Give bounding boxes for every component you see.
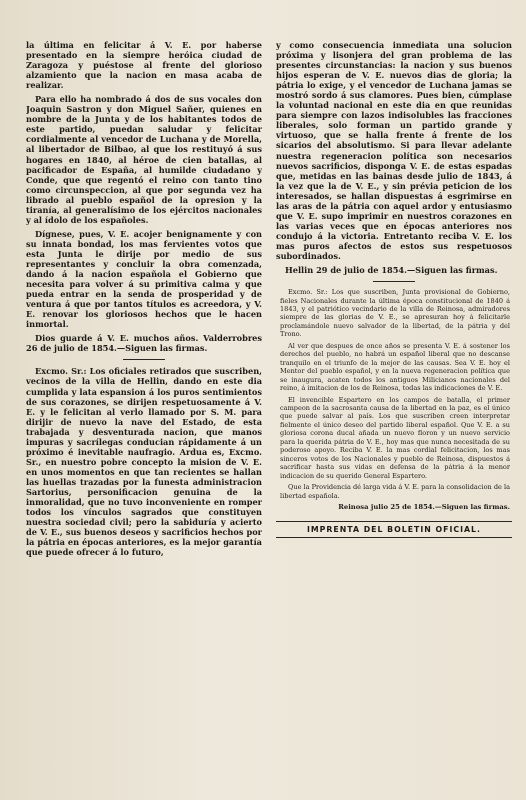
paragraph: Al ver que despues de once años se presenta V. E. á sostener los derechos del pueblo, no habrá un español liberal que no descanse tranquilo en el triunfo de la mejor de las causas. Sea V. E. hoy el Mentor del pueblo español, y en la nueva regeneracion política que se inaugura, acaten todos los antiguos Milicianos nacionales del reino, á imitacion de los de Reinosa, todas las indicaciones de V. E. xyxy=(280,341,510,393)
imprint-rule xyxy=(276,537,512,538)
imprint xyxy=(276,521,512,538)
paragraph: la última en felicitar á V. E. por haberse presentado en la siempre heróica ciudad de Zaragoza y puéstose al frente del glorioso alzamiento que la nacion en masa acaba de realizar. xyxy=(26,40,262,91)
paragraph: Excmo. Sr.: Los que suscriben, Junta provisional de Gobierno, fieles Nacionales durante la última época constitucional de 1840 á 1843, y el patriótico vecindario de la villa de Reinosa, admiradores siempre de las glorias de V. E., se apresuran hoy á felicitarle proclamándole nuevo salvador de la libertad, de la pátria y del Trono. xyxy=(280,288,510,339)
paragraph: Que la Providencia dé larga vida á V. E. para la consolidacion de la libertad española. xyxy=(280,483,510,500)
paragraph: El invencible Espartero en los campos de batalla, el primer campeon de la sacrosanta causa de la libertad en la paz, es el único que puede salvar al país. Los que suscriben creen interpretar fielmente el único deseo del partido liberal español. Que V. E. a su gloriosa corona ducal añada un nuevo floron y un nuevo servicio para la querida pátria de V. E., hoy mas que nunca necesitada de su poderoso apoyo. Reciba V. E. la mas cordial felicitacion, los mas sinceros votos de los Nacionales y pueblo de Reinosa, dispuestos á sacrificar hasta sus vidas en defensa de la pátria á la menor indicacion de su querido General Espartero. xyxy=(280,395,510,480)
imprint-text: IMPRENTA DEL BOLETIN OFICIAL. xyxy=(307,525,481,535)
paragraph: Dígnese, pues, V. E. acojer benignamente y con su innata bondad, los mas fervientes votos que esta Junta le dirije por medio de sus representantes y concluir la obra comenzada, dando á la nacion española el Gobierno que necesita para volver á su primitiva calma y que pueda entrar en la senda de prosperidad y de ventura á que por tantos títulos es acreedora, y V. E. renovar los gloriosos hechos que le hacen inmortal. xyxy=(26,228,262,330)
signature-line: Hellin 29 de julio de 1854.—Siguen las firmas. xyxy=(285,265,498,276)
two-column-layout xyxy=(26,40,512,782)
paragraph: y como consecuencia inmediata una solucion próxima y lisonjera del gran problema de las presentes circunstancias: la nacion y sus buenos hijos esperan de V. E. nuevos dias de gloria; la pátria lo exige, y el vencedor de Luchana jamas se mostró sordo á sus clamores. Pues bien, cúmplase la voluntad nacional en este dia en que reunidas para siempre con lazos indisolubles las fracciones liberales, solo forman un partido grande y virtuoso, que se halla frente á frente de los sicarios del absolutismo. Si para llevar adelante nuestra regeneracion política son necesarios nuevos sacrificios, disponga V. E. de estas espadas que, metidas en las bainas desde julio de 1843, á la vez que la de V. E., y sin prévia peticion de los interesados, se hallan dispuestas á esgrimirse en las aras de la pátria con aquel ardor y entusiasmo que V. E. supo imprimir en nuestros corazones en las varias veces que en épocas anteriores nos condujo á la victoria. Entretanto reciba V. E. los mas puros afectos de estos sus respetuosos subordinados. xyxy=(276,40,512,261)
section-divider xyxy=(373,281,415,282)
signature-line: Dios guarde á V. E. muchos años. Valderrobres 26 de julio de 1854.—Siguen las firmas. xyxy=(26,333,262,354)
paragraph: Para ello ha nombrado á dos de sus vocales don Joaquin Sastron y don Miguel Sañer, quienes en nombre de la Junta y de los habitantes todos de este partido, puedan saludar y felicitar cordialmente al vencedor de Luchana y de Morella, al libertador de Bilbao, al que los restituyó á sus hogares en 1840, al héroe de cien batallas, al pacificador de España, al humilde ciudadano y Conde, que que regentó el reino con tanto tino como circunspeccion, al que por segunda vez ha librado al pueblo español de la opresion y la tiranía, al generalísimo de los ejércitos nacionales y al ídolo de los españoles. xyxy=(26,94,262,225)
right-column xyxy=(276,40,512,782)
paragraph: Excmo. Sr.: Los oficiales retirados que suscriben, vecinos de la villa de Hellin, dando en este dia cumplida y lata espansion á los puros sentimientos de sus corazones, se dirijen respetuosamente á V. E. y le felicitan al verlo llamado por S. M. para dirijir de nuevo la nave del Estado, de esta trabajada y desventurada nacion, que manos impuras y sacrílegas conducian rápidamente á un próximo é inevitable naufragio. Ardua es, Excmo. Sr., en nuestro pobre concepto la mision de V. E. en unos momentos en que tan recientes se hallan las huellas trazadas por la funesta administracion Sartorius, personificacion genuina de la inmoralidad, que no tuvo inconveniente en romper todos los vínculos sagrados que constituyen nuestra sociedad civil; pero la sabiduría y acierto de V. E., sus buenos deseos y sacrificios hechos por la pátria en épocas anteriores, es la mejor garantía que puede ofrecer á lo futuro, xyxy=(26,366,262,558)
signature-line: Reinosa julio 25 de 1854.—Siguen las firmas. xyxy=(338,502,510,511)
section-divider xyxy=(123,359,165,360)
left-column xyxy=(26,40,262,782)
small-print-address xyxy=(280,288,510,511)
